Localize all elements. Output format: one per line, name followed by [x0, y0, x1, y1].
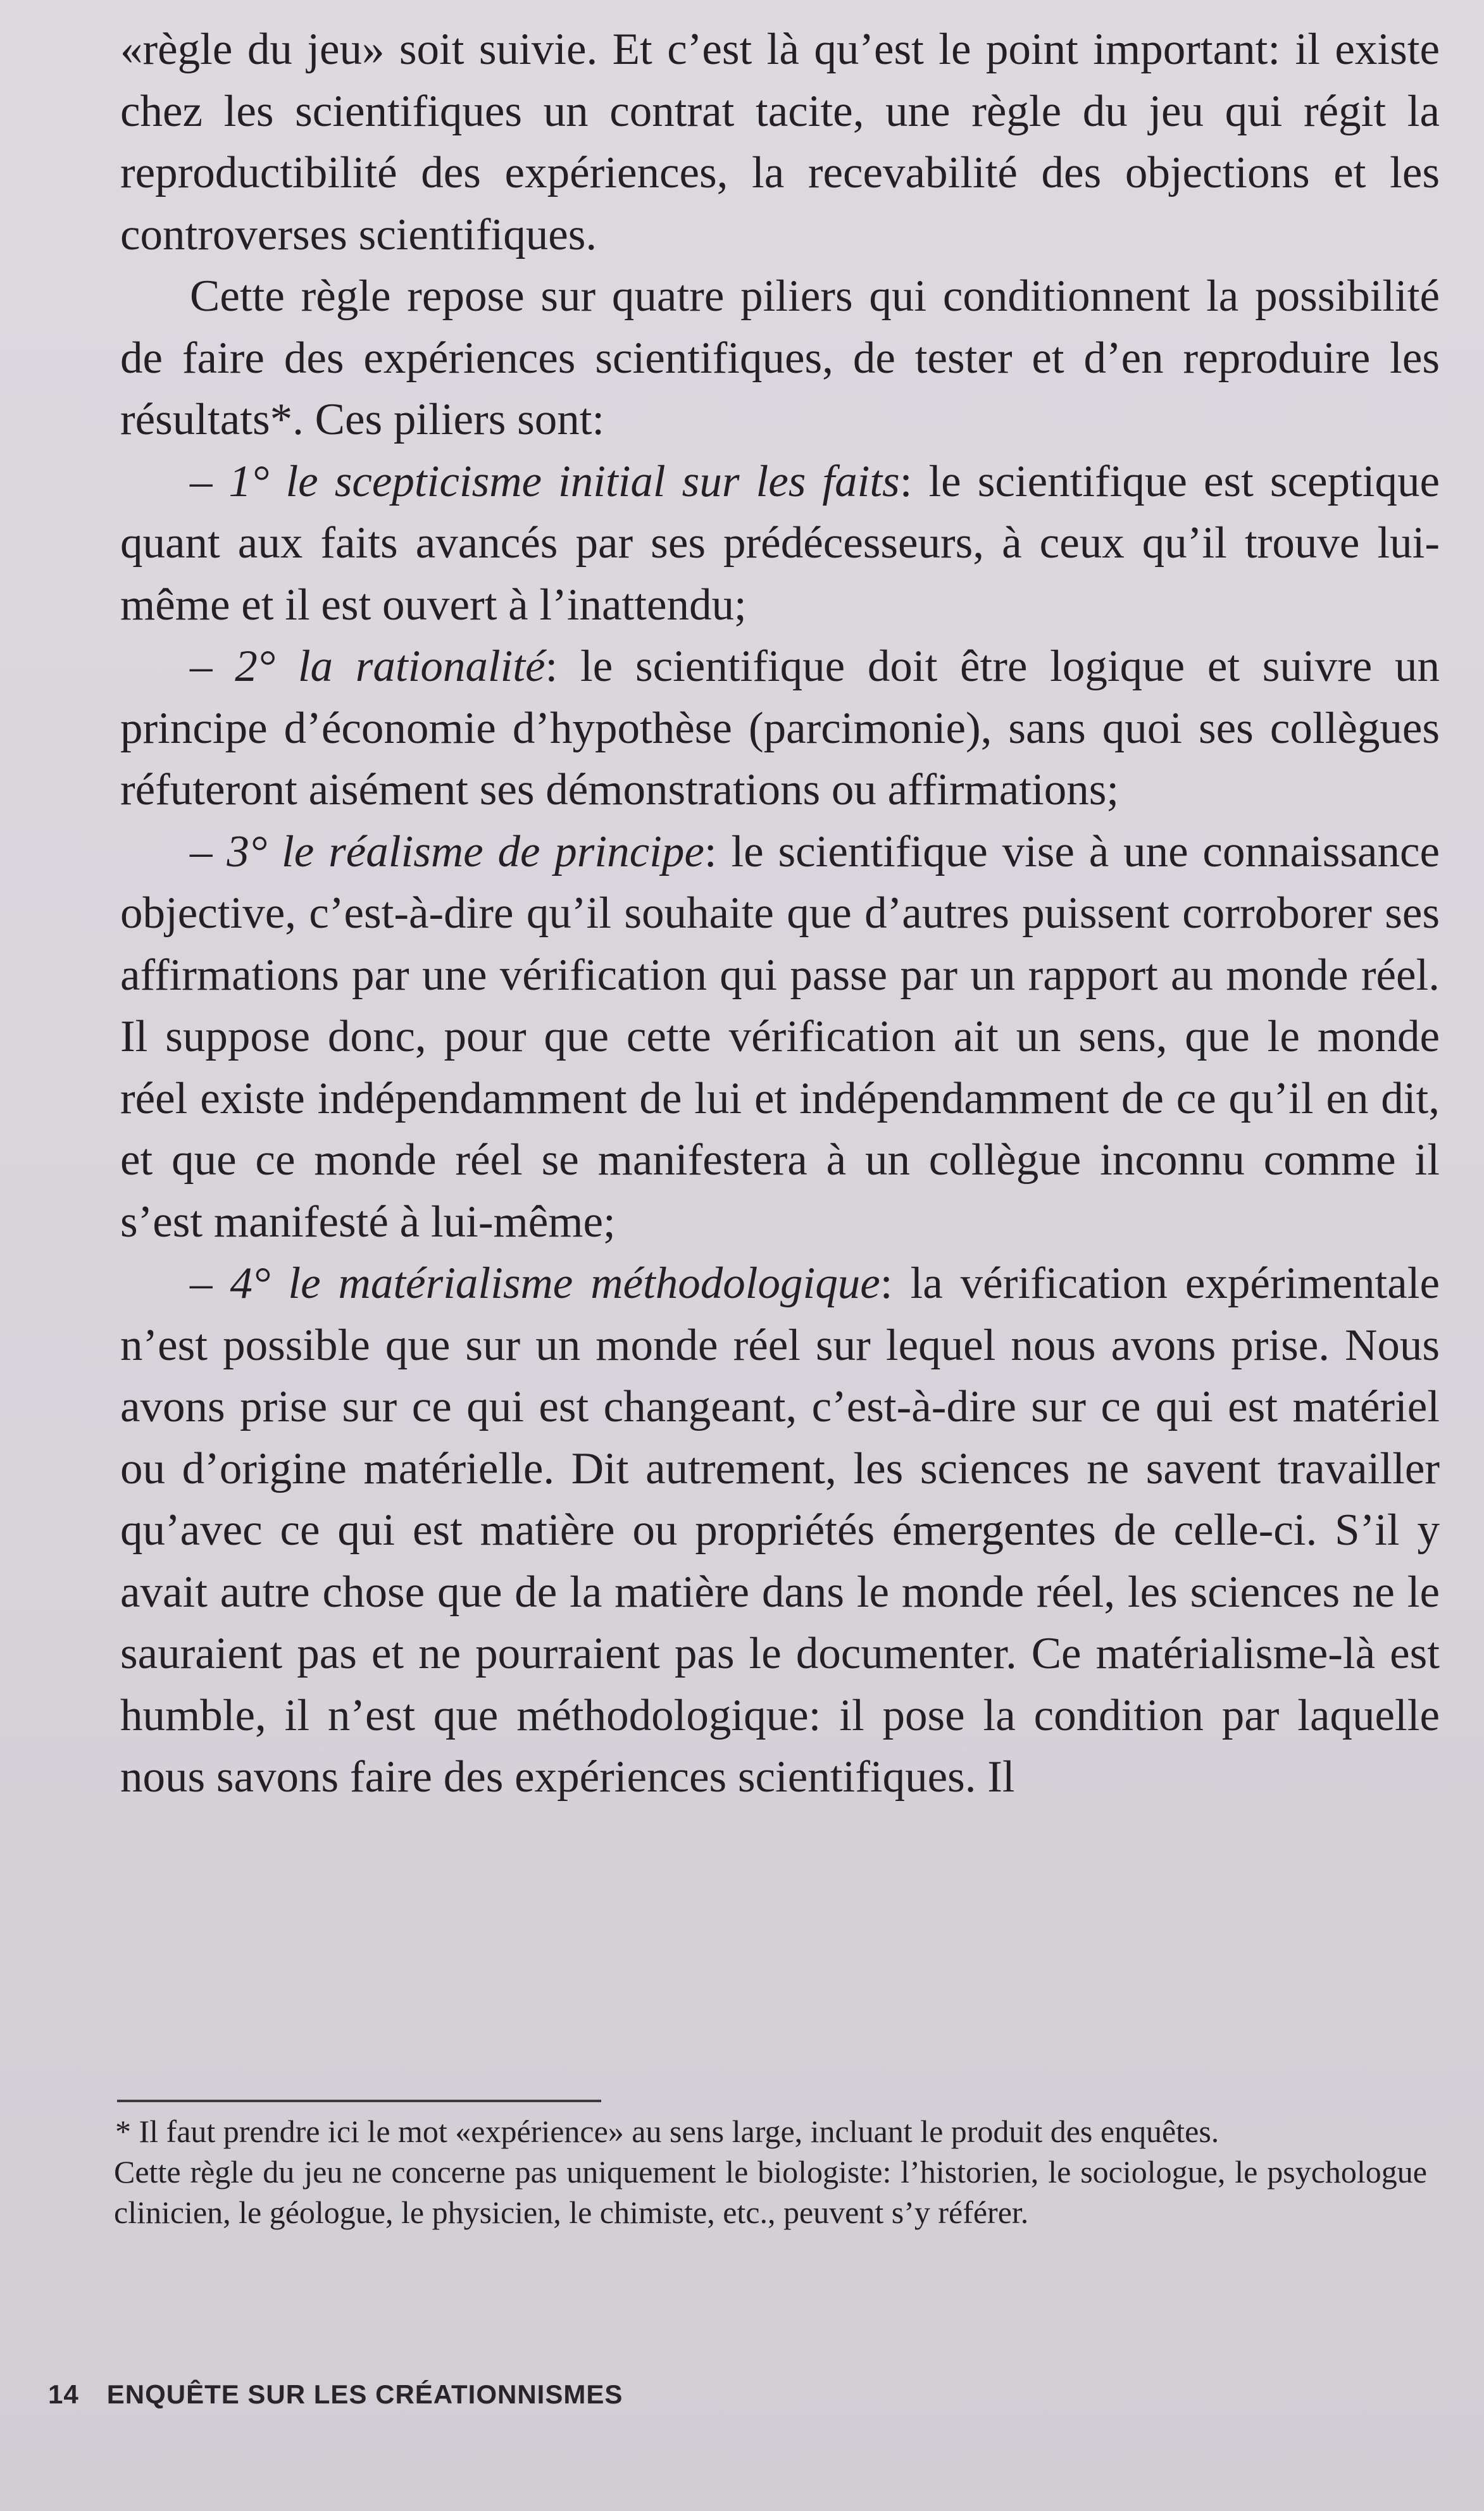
pillar-3-text: : le scientifique vise à une connaissance objective, c’est-à-dire qu’il souhaite que d’autres puissent corroborer ses affirmations par une vérification qui passe par un rapport au monde réel. Il suppose donc, pour que cette vérification ait un sens, que le monde réel existe indépendamment de lui et indépendamment de ce qu’il en dit, et que ce monde réel se manifestera à un collègue inconnu comme il s’est manifesté à lui-même;: [120, 826, 1440, 1247]
pillar-3-lead: – 3° le réalisme de principe: [190, 826, 704, 876]
book-title: ENQUÊTE SUR LES CRÉATIONNISMES: [106, 2379, 623, 2409]
pillar-4: [120, 1253, 1440, 1809]
footnote-line-1: * Il faut prendre ici le mot «expérience» au sens large, incluant le produit des enquêtes.: [115, 2114, 1219, 2149]
pillar-1: [120, 451, 1440, 637]
pillar-2: [120, 636, 1440, 821]
page-number: 14: [48, 2379, 79, 2409]
paragraph-continuation: «règle du jeu» soit suivie. Et c’est là qu’est le point important: il existe chez les scientifiques un contrat tacite, une règle du jeu qui régit la reproductibilité des expériences, la recevabilité des objections et les controverses scientifiques.: [120, 25, 1440, 259]
footnote-line-2: Cette règle du jeu ne concerne pas uniquement le biologiste: l’historien, le sociologue, le psychologue clinicien, le géologue, le physicien, le chimiste, etc., peuvent s’y référer.: [114, 2154, 1427, 2230]
main-text: [120, 19, 1440, 1809]
footnote: [114, 2111, 1427, 2233]
footnote-divider: [117, 2100, 601, 2102]
pillar-4-lead: – 4° le matérialisme méthodologique: [190, 1259, 880, 1308]
pillar-2-text: : le scientifique doit être logique et suivre un principe d’économie d’hypothèse (parcimonie), sans quoi ses collègues réfuteront aisément ses démonstrations ou affirmations;: [120, 642, 1440, 814]
pillar-1-text: : le scientifique est sceptique quant aux faits avancés par ses prédécesseurs, à ceux qu’il trouve lui-même et il est ouvert à l’inattendu;: [120, 456, 1440, 630]
pillar-3: [120, 821, 1440, 1254]
pillar-4-text: : la vérification expérimentale n’est possible que sur un monde réel sur lequel nous avons prise. Nous avons prise sur ce qui est changeant, c’est-à-dire sur ce qui est matériel ou d’origine matérielle. Dit autrement, les sciences ne savent travailler qu’avec ce qui est matière ou propriétés émergentes de celle-ci. S’il y avait autre chose que de la matière dans le monde réel, les sciences ne le sauraient pas et ne pourraient pas le documenter. Ce matérialisme-là est humble, il n’est que méthodologique: il pose la condition par laquelle nous savons faire des expériences scientifiques. Il: [120, 1259, 1440, 1802]
pillar-1-lead: – 1° le scepticisme initial sur les faits: [190, 456, 900, 506]
running-footer: [48, 2379, 623, 2410]
pillar-2-lead: – 2° la rationalité: [190, 642, 546, 691]
paragraph-intro-pillars: Cette règle repose sur quatre piliers qui conditionnent la possibilité de faire des expériences scientifiques, de tester et d’en reproduire les résultats*. Ces piliers sont:: [120, 271, 1440, 444]
